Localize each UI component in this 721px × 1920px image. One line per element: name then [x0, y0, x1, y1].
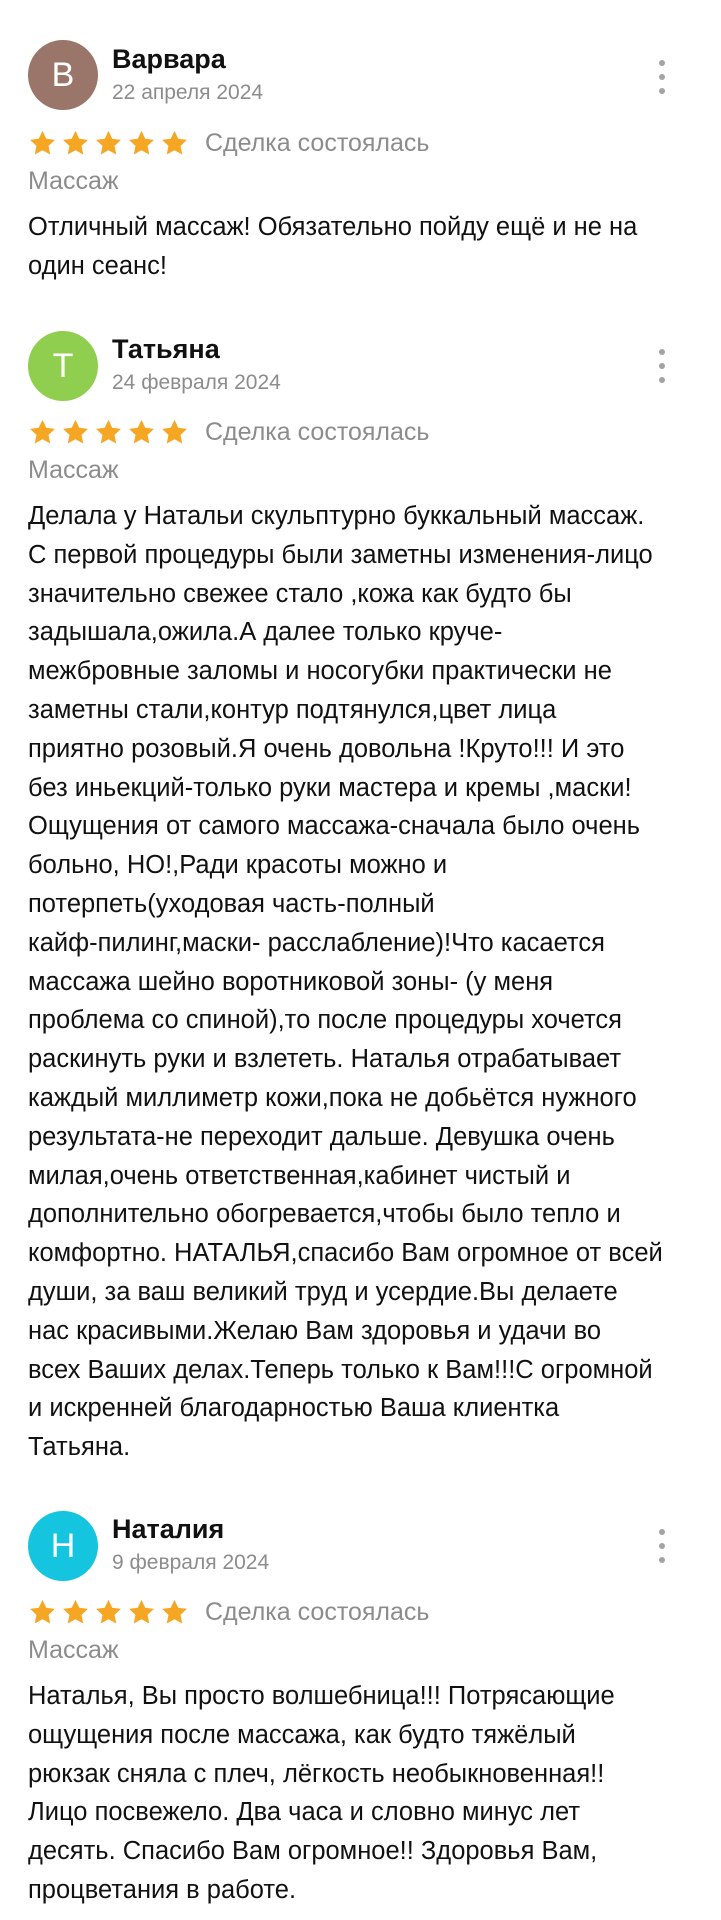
star-icon	[160, 1598, 189, 1627]
reviewer-name[interactable]: Татьяна	[112, 334, 220, 364]
star-icon	[61, 129, 90, 158]
avatar[interactable]: В	[28, 40, 98, 110]
star-icon	[61, 1598, 90, 1627]
review-text: Наталья, Вы просто волшебница!!! Потрясающие ощущения после массажа, как будто тяжёлый рюкзак сняла с плеч, лёгкость необыкновенная!! Лицо посвежело. Два часа и словно минус лет десять. Спасибо Вам огромное!! Здоровья Вам, процветания в работе.	[28, 1682, 615, 1904]
more-vertical-icon[interactable]	[648, 1529, 676, 1563]
review-text: Отличный массаж! Обязательно пойду ещё и не на один сеанс!	[28, 213, 638, 280]
avatar[interactable]: Н	[28, 1511, 98, 1581]
star-icon	[127, 418, 156, 447]
review-date: 22 апреля 2024	[112, 81, 264, 104]
more-vertical-icon[interactable]	[648, 60, 676, 94]
star-icon	[94, 129, 123, 158]
star-icon	[28, 418, 57, 447]
service-name: Массаж	[28, 456, 119, 484]
star-icon	[94, 418, 123, 447]
rating-row	[28, 1597, 429, 1627]
rating-row	[28, 128, 429, 158]
star-icon	[61, 418, 90, 447]
more-vertical-icon[interactable]	[648, 349, 676, 383]
deal-status: Сделка состоялась	[205, 128, 430, 157]
star-icon	[127, 129, 156, 158]
rating-row	[28, 417, 429, 447]
review-date: 9 февраля 2024	[112, 1551, 270, 1574]
deal-status: Сделка состоялась	[205, 417, 430, 446]
avatar[interactable]: Т	[28, 331, 98, 401]
reviewer-name[interactable]: Наталия	[112, 1514, 225, 1544]
star-icon	[28, 1598, 57, 1627]
star-icon	[94, 1598, 123, 1627]
review-date: 24 февраля 2024	[112, 371, 281, 394]
deal-status: Сделка состоялась	[205, 1597, 430, 1626]
star-icon	[160, 418, 189, 447]
reviewer-name[interactable]: Варвара	[112, 44, 226, 74]
service-name: Массаж	[28, 1636, 119, 1664]
star-icon	[160, 129, 189, 158]
service-name: Массаж	[28, 167, 119, 195]
review-text: Делала у Натальи скульптурно буккальный массаж. С первой процедуры были заметны изменения-лицо значительно свежее стало ,кожа как будто бы задышала,ожила.А далее только круче- межбровные заломы и носогубки практически не заметны стали,контур подтянулся,цвет лица приятно розовый.Я очень довольна !Круто!!! И это без иньекций-только руки мастера и кремы ,маски! Ощущения от самого массажа-сначала было очень больно, НО!,Ради красоты можно и потерпеть(уходовая часть-полный кайф-пилинг,маски- расслабление)!Что касается массажа шейно воротниковой зоны- (у меня проблема со спиной),то после процедуры хочется раскинуть руки и взлететь. Наталья отрабатывает каждый миллиметр кожи,пока не добьётся нужного результата-не переходит дальше. Девушка очень милая,очень ответственная,кабинет чистый и дополнительно обогревается,чтобы было тепло и комфортно. НАТАЛЬЯ,спасибо Вам огромное от всей души, за ваш великий труд и усердие.Вы делаете нас красивыми.Желаю Вам здоровья и удачи во всех Ваших делах.Теперь только к Вам!!!С огромной и искренней благодарностью Ваша клиентка Татьяна.	[28, 502, 663, 1462]
star-icon	[28, 129, 57, 158]
star-icon	[127, 1598, 156, 1627]
